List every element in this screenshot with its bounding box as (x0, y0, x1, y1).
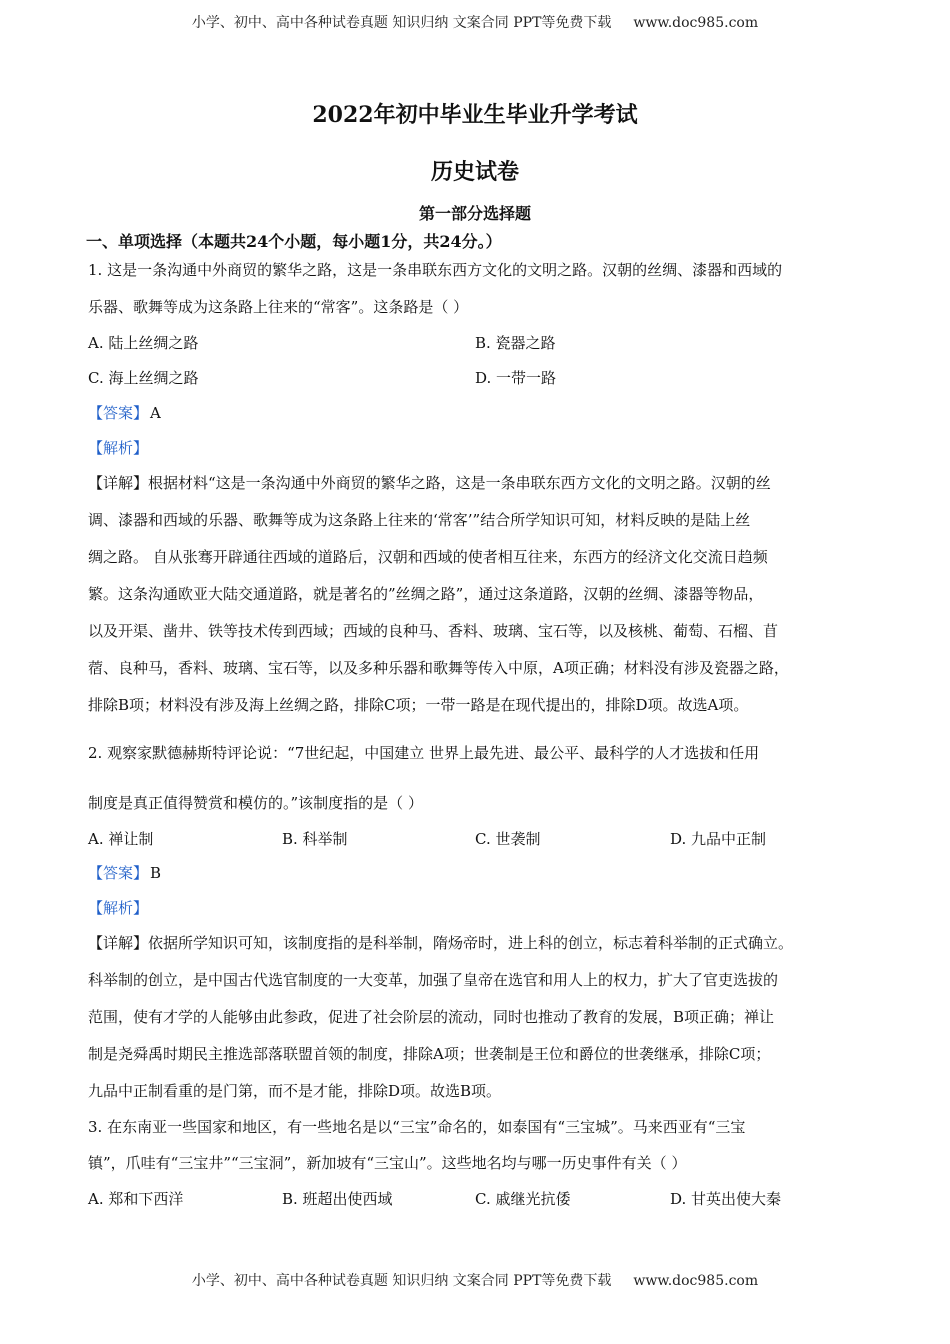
option-c: C. 海上丝绸之路 (88, 369, 199, 387)
section-title: 一、单项选择（本题共24个小题，每小题1分，共24分。） (86, 232, 502, 251)
analysis-tag: 【解析】 (88, 899, 149, 917)
question-stem-line: 乐器、歌舞等成为这条路上往来的“常客”。这条路是（ ） (88, 298, 469, 316)
answer-line (88, 402, 161, 423)
question-stem-line: 制度是真正值得赞赏和模仿的。”该制度指的是（ ） (88, 794, 423, 812)
answer-tag: 【答案】 (88, 404, 149, 422)
detail-line: 九品中正制看重的是门第，而不是才能，排除D项。故选B项。 (88, 1082, 502, 1100)
footer-url-link[interactable]: www.doc985.com (633, 1273, 759, 1289)
option-b: B. 科举制 (282, 830, 348, 848)
detail-tag: 【详解】 (88, 474, 149, 492)
analysis-line (88, 437, 148, 458)
detail-line: 制是尧舜禹时期民主推选部落联盟首领的制度，排除A项；世袭制是王位和爵位的世袭继承，排除C项； (88, 1045, 771, 1063)
option-c: C. 戚继光抗倭 (475, 1190, 571, 1208)
page-footer (0, 1270, 950, 1290)
question-stem-line: 镇”，爪哇有“三宝井”“三宝洞”，新加坡有“三宝山”。这些地名均与哪一历史事件有关（ ） (88, 1154, 687, 1172)
detail-text: 根据材料“这是一条沟通中外商贸的繁华之路，这是一条串联东西方文化的文明之路。汉朝的丝 (148, 474, 771, 492)
analysis-line (88, 897, 148, 918)
detail-line: 以及开渠、凿井、铁等技术传到西域；西域的良种马、香料、玻璃、宝石等，以及核桃、葡萄、石榴、苜 (88, 622, 779, 640)
answer-line (88, 862, 161, 883)
option-b: B. 瓷器之路 (475, 334, 556, 352)
detail-line (88, 932, 793, 953)
option-d: D. 甘英出使大秦 (670, 1190, 782, 1208)
detail-text: 依据所学知识可知，该制度指的是科举制，隋炀帝时，进上科的创立，标志着科举制的正式确立。 (148, 934, 794, 952)
detail-line: 繁。这条沟通欧亚大陆交通道路，就是著名的”丝绸之路”，通过这条道路，汉朝的丝绸、漆器等物品， (88, 585, 764, 603)
answer-value: B (150, 864, 162, 882)
option-a: A. 郑和下西洋 (88, 1190, 184, 1208)
option-c: C. 世袭制 (475, 830, 541, 848)
analysis-tag: 【解析】 (88, 439, 149, 457)
option-a: A. 陆上丝绸之路 (88, 334, 199, 352)
answer-tag: 【答案】 (88, 864, 149, 882)
detail-line: 蓿、良种马，香料、玻璃、宝石等，以及多种乐器和歌舞等传入中原，A项正确；材料没有涉及瓷器之路， (88, 659, 789, 677)
answer-value: A (150, 404, 161, 422)
detail-line (88, 472, 771, 493)
header-banner: 小学、初中、高中各种试卷真题 知识归纳 文案合同 PPT等免费下载 (191, 15, 612, 31)
header-url-link[interactable]: www.doc985.com (633, 15, 759, 31)
option-a: A. 禅让制 (88, 830, 154, 848)
detail-line: 调、漆器和西域的乐器、歌舞等成为这条路上往来的‘常客’”结合所学知识可知，材料反映的是陆上丝 (88, 511, 751, 529)
exam-title: 2022年初中毕业生毕业升学考试 (312, 102, 638, 128)
detail-line: 科举制的创立，是中国古代选官制度的一大变革，加强了皇帝在选官和用人上的权力，扩大了官吏选拔的 (88, 971, 779, 989)
option-d: D. 九品中正制 (670, 830, 767, 848)
detail-line: 绸之路。 自从张骞开辟通往西域的道路后，汉朝和西域的使者相互往来，东西方的经济文化交流日趋频 (88, 548, 768, 566)
question-stem-line: 3. 在东南亚一些国家和地区，有一些地名是以“三宝”命名的，如泰国有“三宝城”。马来西亚有“三宝 (88, 1118, 746, 1136)
part-title: 第一部分选择题 (418, 204, 531, 223)
detail-line: 排除B项；材料没有涉及海上丝绸之路，排除C项；一带一路是在现代提出的，排除D项。故选A项。 (88, 696, 749, 714)
option-d: D. 一带一路 (475, 369, 557, 387)
question-stem-line: 2. 观察家默德赫斯特评论说：“7世纪起，中国建立 世界上最先进、最公平、最科学的人才选拔和任用 (88, 744, 760, 762)
option-b: B. 班超出使西域 (282, 1190, 393, 1208)
detail-tag: 【详解】 (88, 934, 149, 952)
question-stem-line: 1. 这是一条沟通中外商贸的繁华之路，这是一条串联东西方文化的文明之路。汉朝的丝绸、漆器和西域的 (88, 261, 783, 279)
detail-line: 范围，使有才学的人能够由此参政，促进了社会阶层的流动，同时也推动了教育的发展，B项正确；禅让 (88, 1008, 775, 1026)
page-header (0, 12, 950, 32)
subject-title: 历史试卷 (430, 159, 519, 185)
footer-banner: 小学、初中、高中各种试卷真题 知识归纳 文案合同 PPT等免费下载 (191, 1273, 612, 1289)
